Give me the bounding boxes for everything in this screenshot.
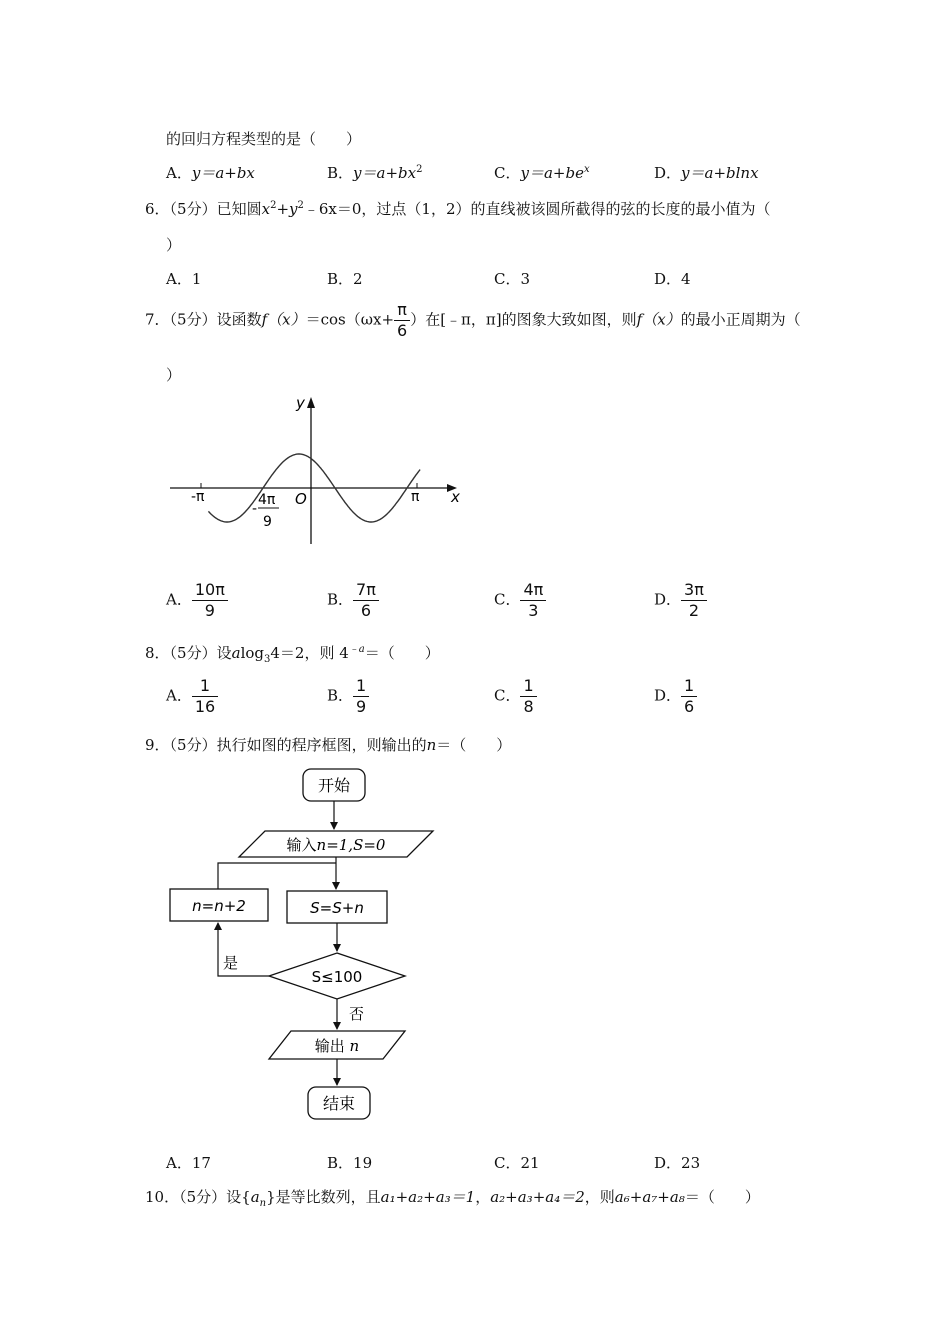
flow-start-label: 开始 [317, 776, 351, 795]
graph-origin-label: O [295, 490, 307, 508]
q7-cosine-graph [165, 392, 475, 552]
q9-stem: 9．（5分）执行如图的程序框图，则输出的n＝（ ） [145, 736, 512, 754]
q6-option-c[interactable]: C．3 [494, 270, 531, 288]
q5-option-c[interactable]: C．$y=a+be^x$ [494, 164, 590, 182]
q8-option-c[interactable]: C． $\frac{1}{8}$ [494, 676, 537, 717]
q7-stem: 7．（5分）设函数f（x）＝cos（ωx+ $\frac{\pi}{6}$ ）在[﹣π，π]的图象大致如图，则f（x）的最小正周期为（ [145, 300, 801, 340]
flow-decision-label: S≤100 [311, 968, 363, 986]
q5-option-d[interactable]: D．y＝a+blnx [654, 164, 759, 182]
q5-option-a[interactable]: A．y＝a+bx [166, 164, 255, 182]
graph-tick-minus: - [252, 501, 258, 517]
graph-x-label: x [451, 488, 460, 506]
q7-option-c[interactable]: C． $\frac{4\pi}{3}$ [494, 580, 546, 621]
graph-tick-num: 4π [258, 492, 276, 508]
q6-option-b[interactable]: B．2 [327, 270, 363, 288]
q8-option-d[interactable]: D． $\frac{1}{6}$ [654, 676, 697, 717]
q7-option-d[interactable]: D． $\frac{3\pi}{2}$ [654, 580, 707, 621]
q9-option-a[interactable]: A．17 [166, 1154, 211, 1172]
q6-stem-close: ） [166, 236, 182, 254]
flow-update-s-label: S=S+n [310, 899, 364, 917]
graph-y-arrow [307, 397, 315, 408]
graph-y-label: y [296, 394, 305, 412]
flow-no-label: 否 [349, 1005, 365, 1023]
graph-tick-den: 9 [263, 514, 272, 530]
q7-phase-fraction: $\frac{\pi}{6}$ [394, 300, 410, 341]
q8-stem: 8．（5分）设alog$_3$4＝2，则 $4^{﹣a}=$（ ） [145, 644, 440, 665]
graph-neg-pi-label: -π [191, 489, 205, 505]
flow-input-label: 输入n=1,S=0 [286, 836, 386, 854]
q9-option-c[interactable]: C．21 [494, 1154, 540, 1172]
flow-output-label: 输出 n [314, 1037, 360, 1055]
q8-option-b[interactable]: B． $\frac{1}{9}$ [327, 676, 369, 717]
q8-option-a[interactable]: A． $\frac{1}{16}$ [166, 676, 218, 717]
q9-flowchart [165, 765, 445, 1135]
q7-stem-close: ） [166, 366, 182, 384]
q10-stem: 10．（5分）设$\{a_n\}$是等比数列，且a₁+a₂+a₃＝1，a₂+a₃+a₄＝2，则a₆+a₇+a₈＝（ ） [145, 1188, 760, 1209]
graph-pi-label: π [411, 489, 420, 505]
q6-stem: 6．（5分）已知圆$x^2+y^2﹣6x=0$，过点（1，2）的直线被该圆所截得的弦的长度的最小值为（ [145, 200, 771, 218]
flow-loop-line [218, 863, 336, 889]
q5-option-b[interactable]: B．$y=a+bx^2$ [327, 164, 423, 182]
q7-option-a[interactable]: A． $\frac{10\pi}{9}$ [166, 580, 228, 621]
q6-option-d[interactable]: D．4 [654, 270, 691, 288]
q5-stem-tail: 的回归方程类型的是（ ） [166, 130, 362, 148]
flow-yes-label: 是 [223, 954, 239, 972]
q9-option-d[interactable]: D．23 [654, 1154, 701, 1172]
flow-update-n-label: n=n+2 [192, 897, 246, 915]
flow-end-label: 结束 [322, 1094, 356, 1113]
q6-option-a[interactable]: A．1 [166, 270, 202, 288]
q7-option-b[interactable]: B． $\frac{7\pi}{6}$ [327, 580, 379, 621]
q9-option-b[interactable]: B．19 [327, 1154, 373, 1172]
